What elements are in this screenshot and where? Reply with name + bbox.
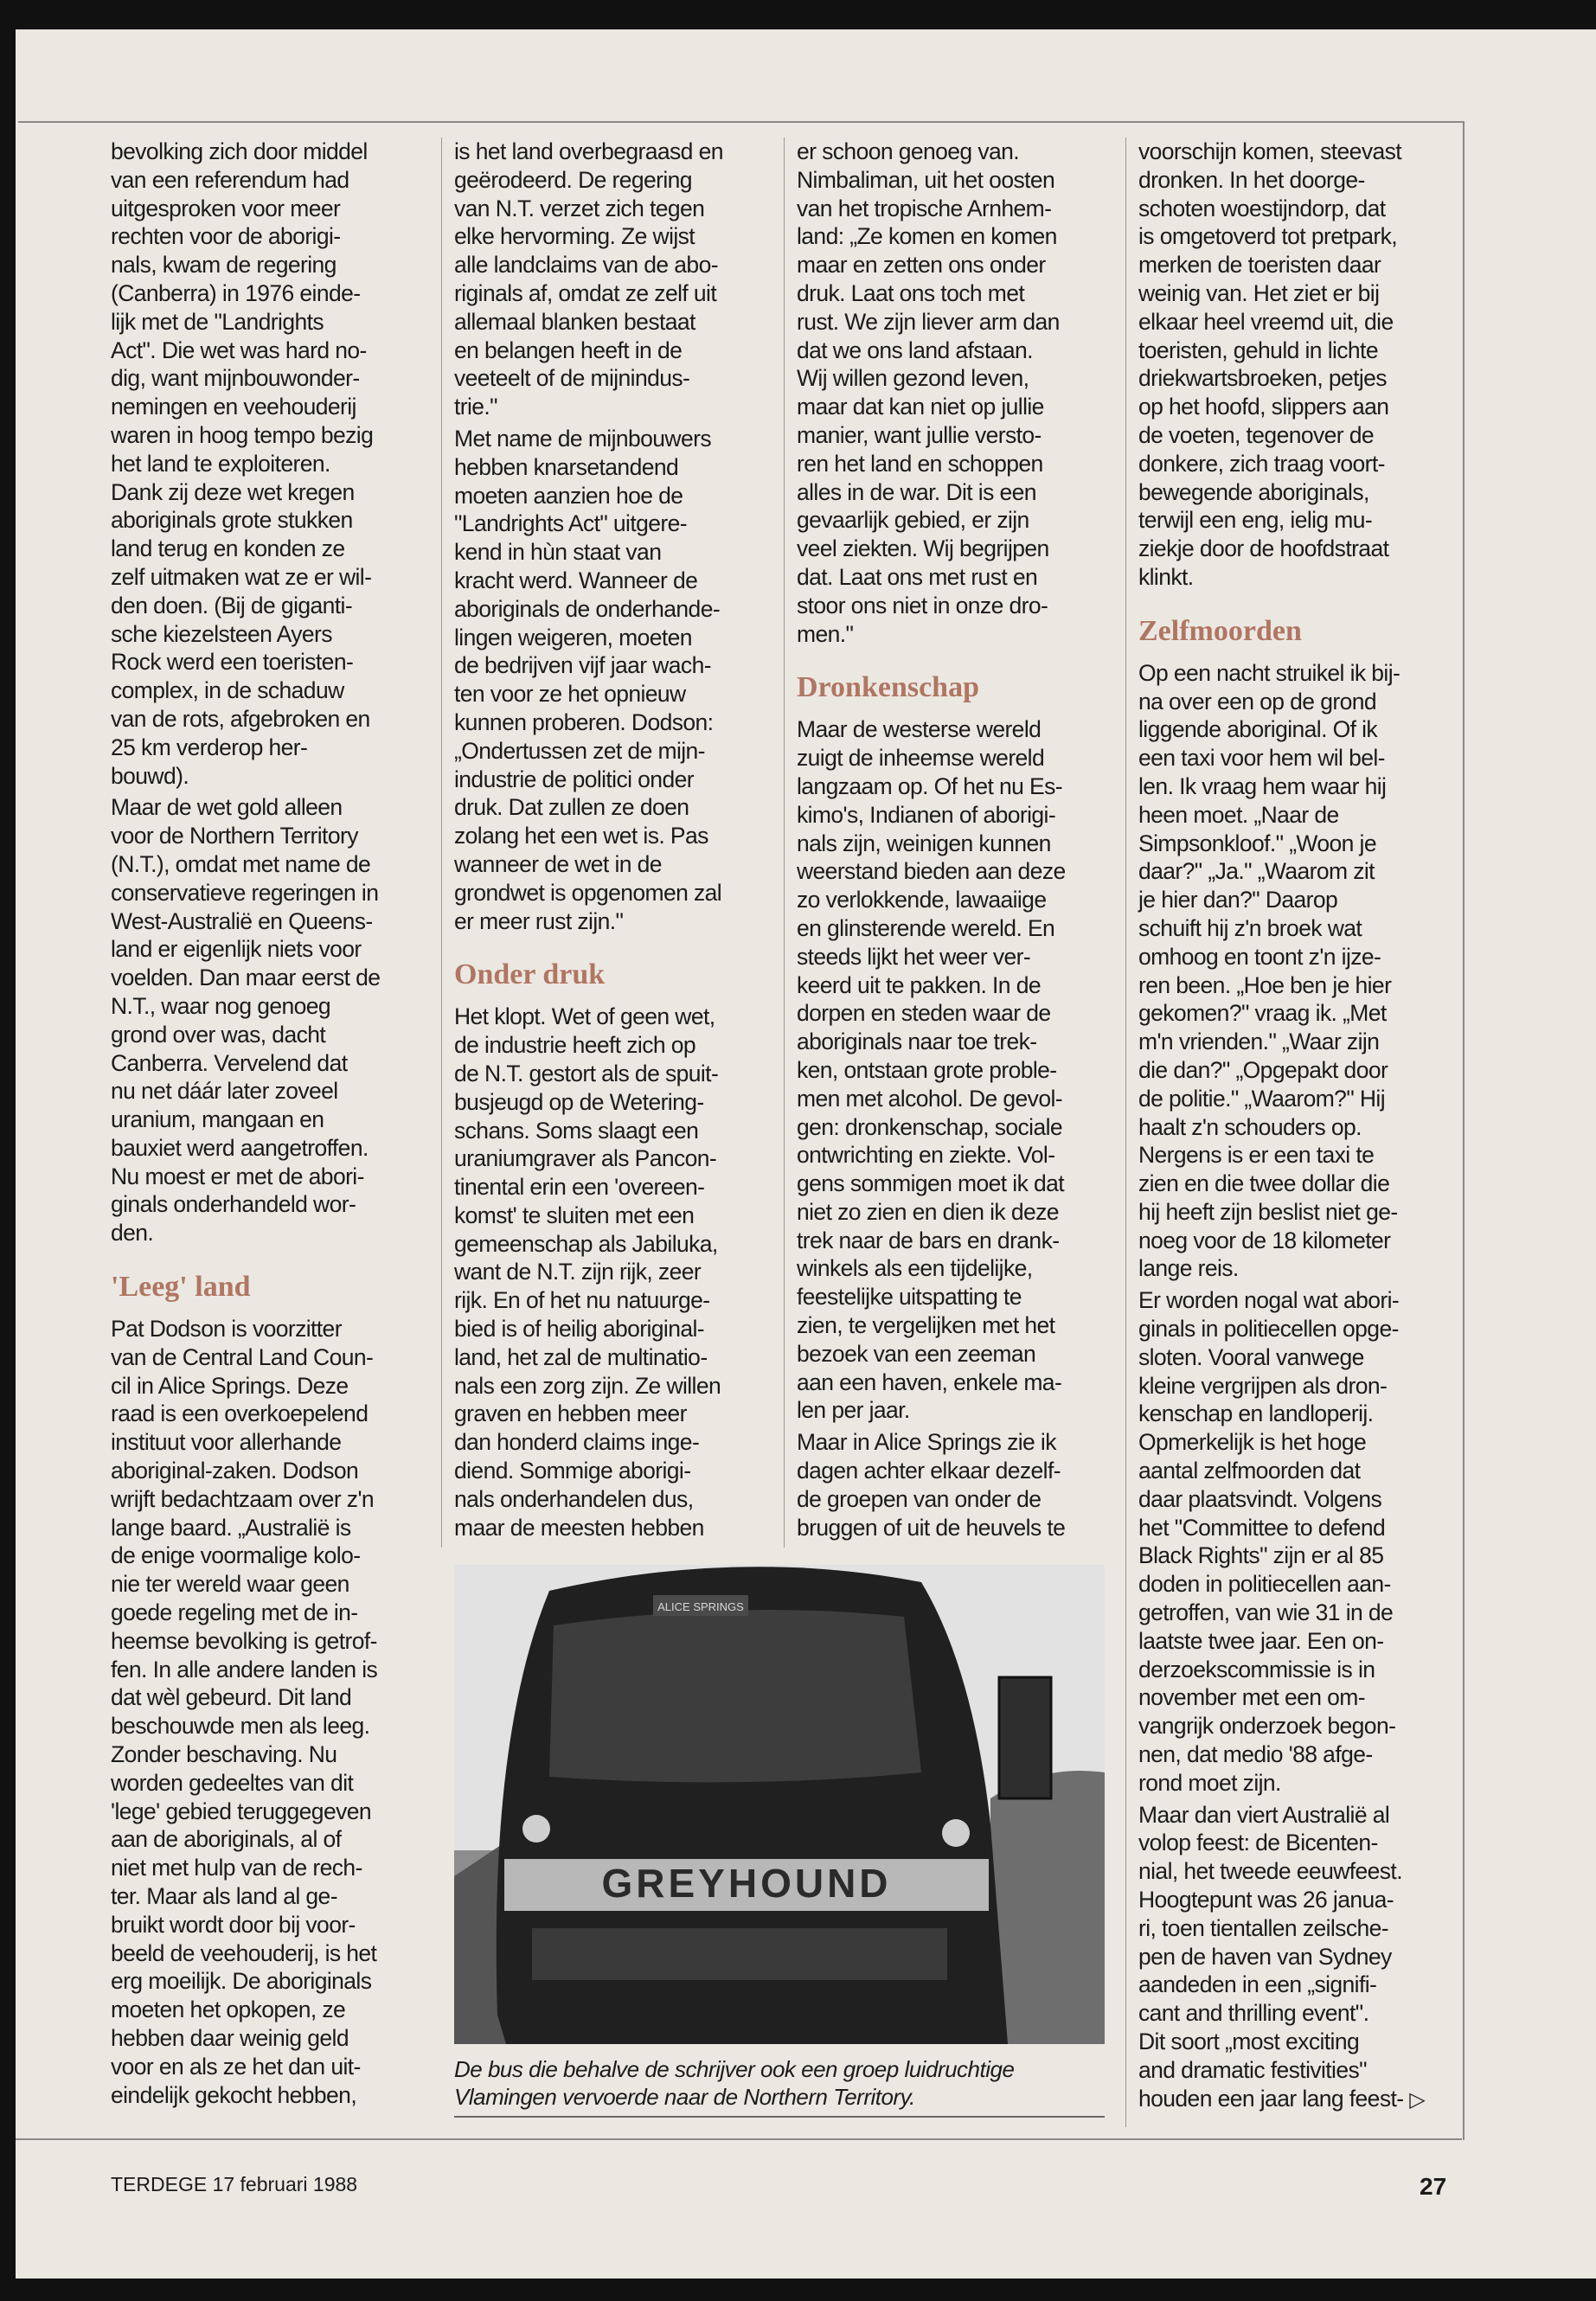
- greyhound-logo: GREYHOUND: [601, 1861, 892, 1906]
- paragraph: er schoon genoeg van. Nimbaliman, uit het oosten van het tropische Arnhem- land: „Ze komen en komen maar en zetten ons onder druk. Laat ons toch met rust. We zijn liever arm dan dat we ons land afstaan. Wij willen gezond leven, maar dat kan niet op jullie manier, want jullie versto- ren het land en schoppen alles in de war. Dit is een gevaarlijk gebied, er zijn veel ziekten. Wij begrijpen dat. Laat ons met rust en stoor ons niet in onze dro- men.": [797, 138, 1060, 647]
- article-column-4: [1138, 138, 1470, 2118]
- paragraph: Maar de westerse wereld zuigt de inheemse wereld langzaam op. Of het nu Es- kimo's, Indianen of aborigi- nals zijn, weinigen kunnen weerstand bieden aan deze zo verlokkende, lawaaiige en glinsterende wereld. En steeds lijkt het weer ver- keerd uit te pakken. In de dorpen en steden waar de aboriginals naar toe trek- ken, ontstaan grote proble- men met alcohol. De gevol- gen: dronkenschap, sociale ontwrichting en ziekte. Vol- gens sommigen moet ik dat niet zo zien en dien ik deze trek naar de bars en drank- winkels als een tijdelijke, feestelijke uitspatting te zien, te vergelijken met het bezoek van een zeeman aan een haven, enkele ma- len per jaar.: [797, 716, 1066, 1424]
- headlight-left: [522, 1815, 550, 1843]
- article-column-1: [111, 138, 426, 2112]
- bus-photo: [454, 1565, 1105, 2044]
- publication-line: TERDEGE 17 februari 1988: [111, 2173, 358, 2195]
- article-column-2: [454, 138, 770, 1545]
- paragraph-text: Maar dan viert Australië al volop feest: de Bicenten- nial, het tweede eeuwfeest. Hoogtepunt was 26 janua- ri, toen tientallen zeilsche- pen de haven van Sydney aandeden in een „signifi- cant and thrilling event". Dit soort „most exciting and dramatic festivities" houden een jaar lang feest-: [1138, 1801, 1404, 2112]
- paragraph: Maar in Alice Springs zie ik dagen achter elkaar dezelf- de groepen van onder de bruggen of uit de heuvels te: [797, 1429, 1066, 1541]
- paragraph: voorschijn komen, steevast dronken. In het doorge- schoten woestijndorp, dat is omgetoverd tot pretpark, merken de toeristen daar weinig van. Het ziet er bij elkaar heel vreemd uit, die toeristen, gehuld in lichte driekwartsbroeken, petjes op het hoofd, slippers aan de voeten, tegenover de donkere, zich traag voort- bewegende aboriginals, terwijl een eng, ielig mu- ziekje door de hoofdstraat klinkt.: [1138, 138, 1402, 590]
- column-rule: [441, 138, 442, 1548]
- section-heading: Dronkenschap: [797, 671, 979, 704]
- page-number: 27: [1420, 2173, 1447, 2200]
- section-heading: Onder druk: [454, 958, 606, 991]
- section-heading: Zelfmoorden: [1138, 614, 1302, 647]
- paragraph: Op een nacht struikel ik bij- na over een op de grond liggende aboriginal. Of ik een taxi voor hem wil bel- len. Ik vraag hem waar hij heen moet. „Naar de Simpsonkloof." „Woon je daar?" „Ja." „Waarom zit je hier dan?" Daarop schuift hij z'n broek wat omhoog en toont z'n ijze- ren been. „Hoe ben je hier gekomen?" vraag ik. „Met m'n vrienden." „Waar zijn die dan?" „Opgepakt door de politie." „Waarom?" Hij haalt z'n schouders op. Nergens is er een taxi te zien en die twee dollar die hij heeft zijn beslist niet ge- noeg voor de 18 kilometer lange reis.: [1138, 659, 1401, 1282]
- paragraph: Pat Dodson is voorzitter van de Central Land Coun- cil in Alice Springs. Deze raad is een overkoepelend instituut voor allerhande aboriginal-zaken. Dodson wrijft bedachtzaam over z'n lange baard. „Australië is de enige voormalige kolo- nie ter wereld waar geen goede regeling met de in- heemse bevolking is getrof- fen. In alle andere landen is dat wèl gebeurd. Dit land beschouwde men als leeg. Zonder beschaving. Nu worden gedeeltes van dit 'lege' gebied teruggegeven aan de aboriginals, al of niet met hulp van de rech- ter. Maar als land al ge- bruikt wordt door bij voor- beeld de veehouderij, is het erg moeilijk. De aboriginals moeten het opkopen, ze hebben daar weinig geld voor en als ze het dan uit- eindelijk gekocht hebben,: [111, 1316, 378, 2108]
- footer-divider: [16, 2138, 1462, 2140]
- paragraph: [1138, 1801, 1470, 2115]
- column-rule: [784, 138, 785, 1548]
- column-rule: [1125, 138, 1126, 2127]
- destination-sign: ALICE SPRINGS: [657, 1600, 744, 1613]
- photo-caption: De bus die behalve de schrijver ook een groep luidruchtige Vlamingen vervoerde naar de Northern Territory.: [454, 2055, 1105, 2118]
- section-heading: 'Leeg' land: [111, 1271, 251, 1304]
- greyhound-bus-illustration: [454, 1565, 1105, 2044]
- mirror: [999, 1677, 1051, 1798]
- paragraph: bevolking zich door middel van een referendum had uitgesproken voor meer rechten voor de aborigi- nals, kwam de regering (Canberra) in 1976 einde- lijk met de "Landrights Act". Die wet was hard no- dig, want mijnbouwonder- nemingen en veehouderij waren in hoog tempo bezig het land te exploiteren. Dank zij deze wet kregen aboriginals grote stukken land terug en konden ze zelf uitmaken wat ze er wil- den doen. (Bij de giganti- sche kiezelsteen Ayers Rock werd een toeristen- complex, in de schaduw van de rots, afgebroken en 25 km verderop her- bouwd).: [111, 138, 374, 789]
- paragraph: Er worden nogal wat abori- ginals in politiecellen opge- sloten. Vooral vanwege kleine vergrijpen als dron- kenschap en landloperij. Opmerkelijk is het hoge aantal zelfmoorden dat daar plaatsvindt. Volgens het "Committee to defend Black Rights" zijn er al 85 doden in politiecellen aan- getroffen, van wie 31 in de laatste twee jaar. Een on- derzoekscommissie is in november met een om- vangrijk onderzoek begon- nen, dat medio '88 afge- rond moet zijn.: [1138, 1287, 1400, 1796]
- article-column-3: [797, 138, 1117, 1545]
- paragraph: Met name de mijnbouwers hebben knarsetandend moeten aanzien hoe de "Landrights Act" uitgere- kend in hùn staat van kracht werd. Wanneer de aboriginals de onderhande- lingen weigeren, moeten de bedrijven vijf jaar wach- ten voor ze het opnieuw kunnen proberen. Dodson: „Ondertussen zet de mijn- industrie de politici onder druk. Dat zullen ze doen zolang het een wet is. Pas wanneer de wet in de grondwet is opgenomen zal er meer rust zijn.": [454, 425, 722, 934]
- bus-windshield: [549, 1610, 921, 1782]
- paragraph: is het land overbegraasd en geërodeerd. De regering van N.T. verzet zich tegen elke hervorming. Ze wijst alle landclaims van de abo- riginals af, omdat ze zelf uit allemaal blanken bestaat en belangen heeft in de veeteelt of de mijnindus- trie.": [454, 138, 723, 420]
- magazine-page: [16, 29, 1596, 2279]
- bumper: [532, 1928, 947, 1980]
- continue-arrow-icon: ▷: [1409, 2087, 1426, 2112]
- bush: [990, 1771, 1105, 2044]
- headlight-right: [942, 1819, 970, 1847]
- paragraph: Maar de wet gold alleen voor de Northern Territory (N.T.), omdat met name de conservatieve regeringen in West-Australië en Queens- land er eigenlijk niets voor voelden. Dan maar eerst de N.T., waar nog genoeg grond over was, dacht Canberra. Vervelend dat nu net dáár later zoveel uranium, mangaan en bauxiet werd aangetroffen. Nu moest er met de abori- ginals onderhandeld wor- den.: [111, 794, 381, 1247]
- paragraph: Het klopt. Wet of geen wet, de industrie heeft zich op de N.T. gestort als de spuit- busjeugd op de Wetering- schans. Soms slaagt een uraniumgraver als Pancon- tinental erin een 'overeen- komst' te sluiten met een gemeenschap als Jabiluka, want de N.T. zijn rijk, zeer rijk. En of het nu natuurge- bied is of heilig aboriginal- land, het zal de multinatio- nals een zorg zijn. Ze willen graven en hebben meer dan honderd claims inge- diend. Sommige aborigi- nals onderhandelen dus, maar de meesten hebben: [454, 1003, 721, 1541]
